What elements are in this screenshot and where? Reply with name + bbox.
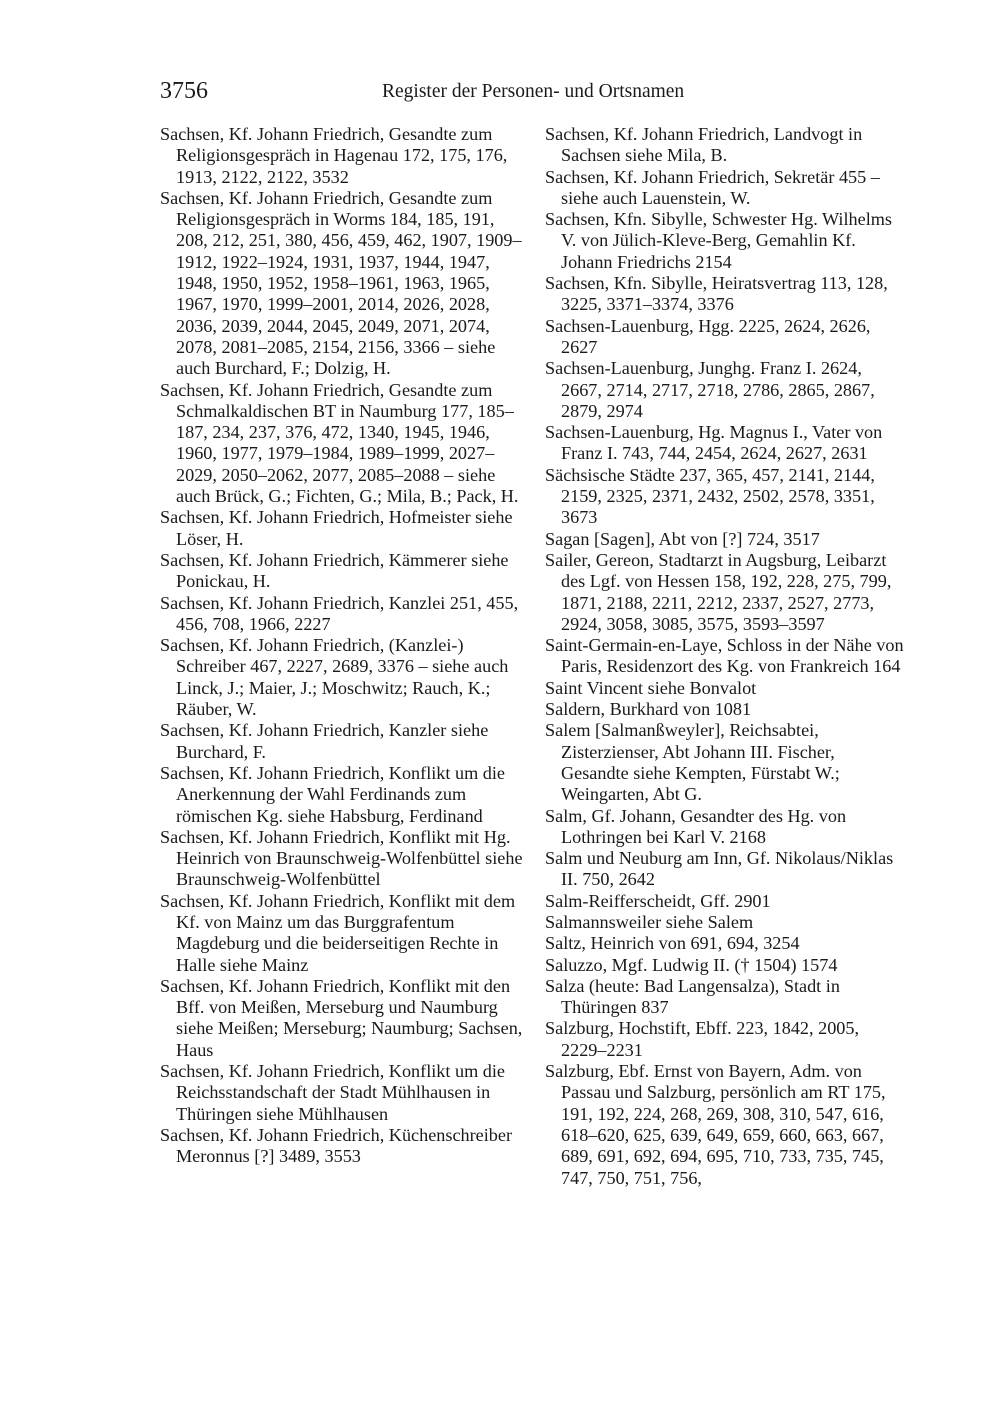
index-entry: Sachsen, Kf. Johann Friedrich, Konflikt mit dem Kf. von Mainz um das Burggrafentum Magdeburg und die beiderseitigen Rechte in Halle siehe Mainz <box>160 890 516 975</box>
index-entry: Sachsen, Kf. Johann Friedrich, (Kanzlei-) Schreiber 467, 2227, 2689, 3376 – siehe auch Linck, J.; Maier, J.; Moschwitz; Rauch, K.; Räuber, W. <box>160 635 509 720</box>
index-entry: Sachsen, Kf. Johann Friedrich, Gesandte zum Religionsgespräch in Hagenau 172, 175, 176, 1913, 2122, 2122, 3532 <box>160 124 508 187</box>
index-entry: Salmannsweiler siehe Salem <box>545 911 754 932</box>
index-entry: Sachsen, Kfn. Sibylle, Schwester Hg. Wilhelms V. von Jülich-Kleve-Berg, Gemahlin Kf. Johann Friedrichs 2154 <box>545 209 892 272</box>
index-entry: Salzburg, Hochstift, Ebff. 223, 1842, 2005, 2229–2231 <box>545 1018 860 1060</box>
index-entry: Sachsen, Kf. Johann Friedrich, Kanzlei 251, 455, 456, 708, 1966, 2227 <box>160 592 519 634</box>
page-header <box>160 78 860 108</box>
index-entry: Salm und Neuburg am Inn, Gf. Nikolaus/Niklas II. 750, 2642 <box>545 848 894 890</box>
index-column-right <box>545 124 905 1189</box>
index-entry: Sachsen, Kf. Johann Friedrich, Gesandte zum Religionsgespräch in Worms 184, 185, 191, 208, 212, 251, 380, 456, 459, 462, 1907, 1909–1912, 1922–1924, 1931, 1937, 1944, 1947, 1948, 1950, 1952, 1958–1961, 1963, 1965, 1967, 1970, 1999–2001, 2014, 2026, 2028, 2036, 2039, 2044, 2045, 2049, 2071, 2074, 2078, 2081–2085, 2154, 2156, 3366 – siehe auch Burchard, F.; Dolzig, H. <box>160 187 522 379</box>
index-entry: Sachsen, Kf. Johann Friedrich, Kämmerer siehe Ponickau, H. <box>160 549 509 592</box>
index-entry: Sachsen, Kf. Johann Friedrich, Konflikt um die Anerkennung der Wahl Ferdinands zum römischen Kg. siehe Habsburg, Ferdinand <box>160 762 505 826</box>
index-entry: Saldern, Burkhard von 1081 <box>545 699 752 720</box>
index-entry: Saluzzo, Mgf. Ludwig II. († 1504) 1574 <box>545 954 838 975</box>
index-entry: Sachsen-Lauenburg, Hgg. 2225, 2624, 2626, 2627 <box>545 315 871 357</box>
index-entry: Sachsen, Kf. Johann Friedrich, Gesandte zum Schmalkaldischen BT in Naumburg 177, 185–187, 234, 237, 376, 472, 1340, 1945, 1946, 1960, 1977, 1979–1984, 1989–1999, 2027–2029, 2050–2062, 2077, 2085–2088 – siehe auch Brück, G.; Fichten, G.; Mila, B.; Pack, H. <box>160 379 519 507</box>
index-entry: Saint Vincent siehe Bonvalot <box>545 677 757 698</box>
running-title: Register der Personen- und Ortsnamen <box>382 81 685 102</box>
index-entry: Salm-Reifferscheidt, Gff. 2901 <box>545 890 771 911</box>
index-entry: Salzburg, Ebf. Ernst von Bayern, Adm. von Passau und Salzburg, persönlich am RT 175, 191, 192, 224, 268, 269, 308, 310, 547, 616, 618–620, 625, 639, 649, 659, 660, 663, 667, 689, 691, 692, 694, 695, 710, 733, 735, 745, 747, 750, 751, 756, <box>545 1061 886 1188</box>
index-entry: Sachsen, Kf. Johann Friedrich, Konflikt mit den Bff. von Meißen, Merseburg und Naumburg siehe Meißen; Merseburg; Naumburg; Sachsen, Haus <box>160 975 523 1060</box>
index-entry: Saltz, Heinrich von 691, 694, 3254 <box>545 933 800 954</box>
index-entry: Sachsen, Kf. Johann Friedrich, Kanzler siehe Burchard, F. <box>160 720 489 762</box>
index-entry: Salza (heute: Bad Langensalza), Stadt in Thüringen 837 <box>545 975 840 1018</box>
index-entry: Sailer, Gereon, Stadtarzt in Augsburg, Leibarzt des Lgf. von Hessen 158, 192, 228, 275, 799, 1871, 2188, 2211, 2212, 2337, 2527, 2773, 2924, 3058, 3085, 3575, 3593–3597 <box>545 549 892 634</box>
index-entry: Sachsen, Kf. Johann Friedrich, Hofmeister siehe Löser, H. <box>160 507 513 549</box>
index-entry: Sachsen, Kf. Johann Friedrich, Konflikt mit Hg. Heinrich von Braunschweig-Wolfenbüttel siehe Braunschweig-Wolfenbüttel <box>160 826 523 890</box>
index-entry: Sagan [Sagen], Abt von [?] 724, 3517 <box>545 528 820 549</box>
index-entry: Sächsische Städte 237, 365, 457, 2141, 2144, 2159, 2325, 2371, 2432, 2502, 2578, 3351, 3673 <box>545 464 875 528</box>
index-entry: Sachsen, Kf. Johann Friedrich, Konflikt um die Reichsstandschaft der Stadt Mühlhausen in Thüringen siehe Mühlhausen <box>160 1061 505 1124</box>
index-entry: Salem [Salmanßweyler], Reichsabtei, Zisterzienser, Abt Johann III. Fischer, Gesandte siehe Kempten, Fürstabt W.; Weingarten, Abt G. <box>545 720 840 805</box>
index-entry: Sachsen, Kf. Johann Friedrich, Sekretär 455 – siehe auch Lauenstein, W. <box>545 166 880 208</box>
index-entry: Sachsen-Lauenburg, Hg. Magnus I., Vater von Franz I. 743, 744, 2454, 2624, 2627, 2631 <box>545 422 883 464</box>
index-entry: Sachsen, Kf. Johann Friedrich, Küchenschreiber Meronnus [?] 3489, 3553 <box>160 1124 513 1167</box>
index-entry: Sachsen, Kf. Johann Friedrich, Landvogt in Sachsen siehe Mila, B. <box>545 124 863 166</box>
index-entry: Salm, Gf. Johann, Gesandter des Hg. von Lothringen bei Karl V. 2168 <box>545 805 847 847</box>
index-entry: Sachsen, Kfn. Sibylle, Heiratsvertrag 113, 128, 3225, 3371–3374, 3376 <box>545 273 888 315</box>
page-number: 3756 <box>160 78 208 104</box>
index-entry: Sachsen-Lauenburg, Junghg. Franz I. 2624, 2667, 2714, 2717, 2718, 2786, 2865, 2867, 2879, 2974 <box>545 358 875 421</box>
index-column-left <box>160 124 525 1168</box>
index-entry: Saint-Germain-en-Laye, Schloss in der Nähe von Paris, Residenzort des Kg. von Frankreich 164 <box>545 635 904 677</box>
